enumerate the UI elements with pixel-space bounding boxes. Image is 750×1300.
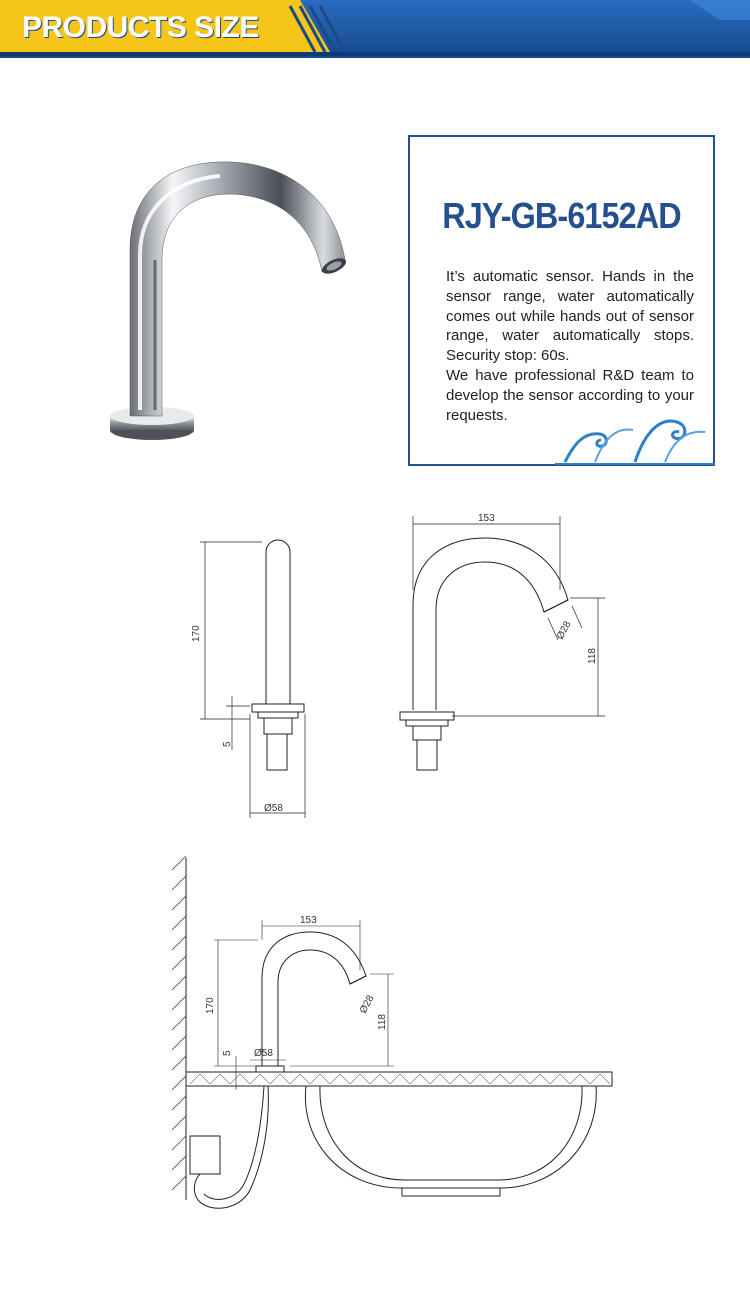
front-view-drawing <box>400 516 605 770</box>
description-paragraph: It’s automatic sensor. Hands in the sensor range, water automatically comes out while hands out of sensor range, water automatically stops. Security stop: 60s. <box>446 268 694 365</box>
header-banner <box>0 0 750 58</box>
dimension-base-diameter-label: Ø58 <box>264 803 283 814</box>
dimension-outlet-diameter-label: Ø28 <box>554 619 574 642</box>
product-photo <box>100 150 360 450</box>
product-info-box <box>408 135 715 466</box>
install-base-diameter-label: Ø58 <box>254 1048 273 1059</box>
dimension-height-label: 170 <box>191 625 202 642</box>
dimension-reach-label: 153 <box>478 513 495 524</box>
dimension-base-thickness-label: 5 <box>222 741 233 747</box>
side-view-drawing <box>200 540 305 818</box>
dimension-outlet-height-label: 118 <box>587 648 598 664</box>
page-title: PRODUCTS SIZE <box>22 11 259 44</box>
description-paragraph: We have professional R&D team to develop the sensor according to your requests. <box>446 366 694 424</box>
install-outlet-height-label: 118 <box>377 1014 388 1030</box>
install-height-label: 170 <box>205 997 216 1014</box>
technical-drawings <box>0 500 750 1210</box>
install-outlet-diameter-label: Ø28 <box>357 993 377 1016</box>
wave-icon <box>555 402 715 466</box>
install-reach-label: 153 <box>300 915 317 926</box>
install-base-thickness-label: 5 <box>222 1050 233 1056</box>
installation-drawing <box>172 856 612 1208</box>
model-number: RJY-GB-6152AD <box>442 195 681 236</box>
